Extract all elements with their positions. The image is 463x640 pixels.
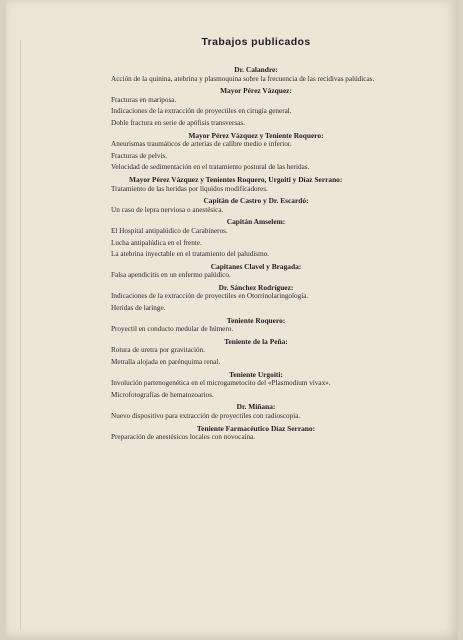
- author-group: [111, 262, 401, 281]
- author-group: [111, 65, 401, 84]
- author-group: [111, 402, 401, 421]
- work-item: Metralla alojada en parénquima renal.: [111, 358, 221, 367]
- author-heading: Dr. Calandre:: [234, 65, 278, 74]
- author-heading: Teniente Roquero:: [226, 315, 286, 325]
- work-item: Lucha antipalúdica en el frente.: [111, 238, 202, 247]
- work-item: Involución partenogenética en el microgametocito del «Plasmodium vivax».: [111, 379, 331, 388]
- work-item: Indicaciones de la extracción de proyectiles en Otorrinolaringología.: [111, 292, 309, 301]
- work-item: Aneurismas traumáticos de arterias de calibre medio e inferior.: [111, 140, 292, 149]
- author-heading: Mayor Pérez Vázquez y Tenientes Roquero, Urgoiti y Díaz Serrano:: [129, 174, 343, 184]
- author-heading: Dr. Sánchez Rodríguez:: [218, 282, 294, 292]
- work-item: Un caso de lepra nerviosa o anestésica.: [111, 205, 224, 214]
- author-heading: Teniente Urgoiti:: [229, 369, 283, 379]
- author-heading: Capitán de Castro y Dr. Escardó:: [203, 196, 309, 206]
- work-item: Indicaciones de la extracción de proyectiles en cirugía general.: [111, 107, 292, 116]
- work-item: Fracturas en mariposa.: [111, 95, 177, 104]
- work-item: Velocidad de sedimentación en el tratamiento postural de las heridas.: [111, 163, 310, 172]
- work-item: Heridas de laringe.: [111, 304, 166, 313]
- work-item: Acción de la quinina, atebrina y plasmoquina sobre la frecuencia de las recidivas palúdicas.: [111, 74, 375, 83]
- work-item: Proyectil en conducto medular de húmero.: [111, 325, 234, 334]
- page-title: Trabajos publicados: [201, 36, 311, 48]
- author-heading: Teniente Farmacéutico Díaz Serrano:: [196, 423, 316, 433]
- work-item: Fracturas de pelvis.: [111, 151, 168, 160]
- author-heading: Mayor Pérez Vázquez y Teniente Roquero:: [188, 130, 324, 140]
- author-group: [111, 316, 401, 335]
- author-group: [111, 283, 401, 314]
- author-heading: Dr. Miñana:: [236, 402, 276, 412]
- work-item: Preparación de anestésicos locales con novocaína.: [111, 433, 256, 442]
- author-group: [111, 217, 401, 259]
- work-item: Doble fractura en serie de apófisis transversas.: [111, 118, 245, 127]
- author-heading: Capitanes Clavel y Bragada:: [210, 261, 302, 271]
- author-group: [111, 86, 401, 128]
- author-group: [111, 337, 401, 368]
- author-group: [111, 175, 401, 194]
- page-fold-line: [20, 40, 21, 630]
- author-group: [111, 196, 401, 215]
- work-item: Rotura de uretra por gravitación.: [111, 346, 205, 355]
- author-group: [111, 131, 401, 173]
- document-page: [6, 0, 458, 640]
- work-item: Tratamiento de las heridas por líquidos modificadores.: [111, 184, 268, 193]
- publications-list: [111, 36, 401, 445]
- author-heading: Capitán Amselem:: [226, 217, 286, 227]
- work-item: Microfotografías de hematozoarios.: [111, 390, 214, 399]
- work-item: La atebrina inyectable en el tratamiento del paludismo.: [111, 250, 270, 259]
- work-item: Falsa apendicitis en un enfermo palúdico.: [111, 271, 231, 280]
- work-item: Nuevo dispositivo para extracción de proyectiles con radioscopia.: [111, 412, 301, 420]
- author-heading: Teniente de la Peña:: [224, 336, 288, 346]
- work-item: El Hospital antipalúdico de Carabineros.: [111, 226, 228, 235]
- author-group: [111, 370, 401, 401]
- author-heading: Mayor Pérez Vázquez:: [220, 86, 292, 96]
- author-group: [111, 424, 401, 443]
